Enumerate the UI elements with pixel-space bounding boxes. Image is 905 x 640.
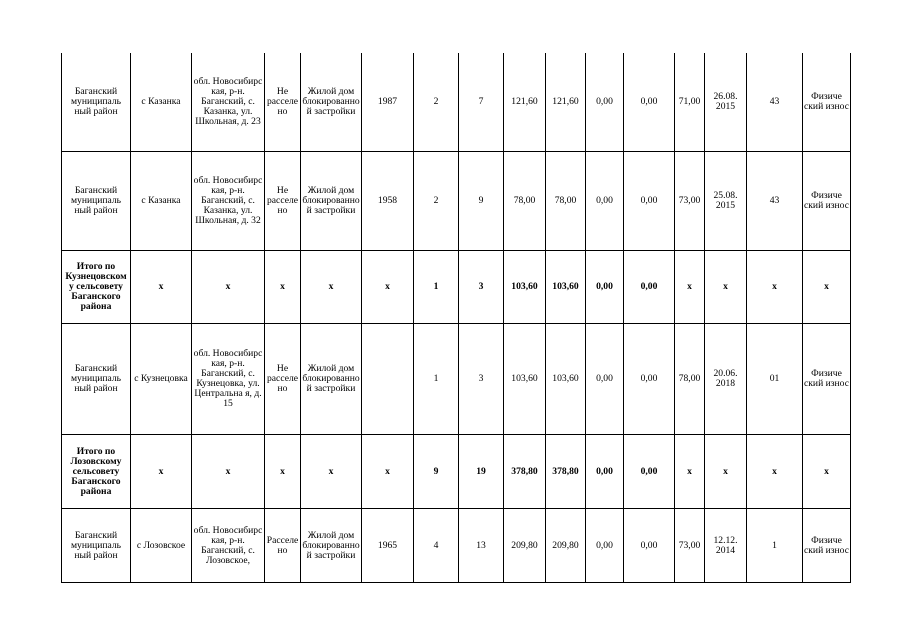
zero-2-cell: 0,00	[624, 152, 675, 251]
count-1-cell: 2	[414, 152, 459, 251]
settlement-cell: x	[131, 435, 192, 509]
resettle-status-cell: Не расселено	[265, 324, 301, 435]
table-total-row	[62, 435, 851, 509]
address-cell: обл. Новосибирс кая, р-н. Баганский, с. Казанка, ул. Школьная, д. 23	[192, 53, 265, 152]
wear-percent-cell: 73,00	[675, 152, 705, 251]
wear-percent-cell: 71,00	[675, 53, 705, 152]
zero-1-cell: 0,00	[586, 435, 624, 509]
zero-1-cell: 0,00	[586, 324, 624, 435]
year-cell	[362, 324, 414, 435]
district-cell: Итого по Кузнецовскому сельсовету Баганского района	[62, 251, 131, 324]
reason-cell: x	[803, 251, 851, 324]
year-cell: 1958	[362, 152, 414, 251]
area-total-cell: 78,00	[546, 152, 586, 251]
count-1-cell: 1	[414, 324, 459, 435]
table-row	[62, 324, 851, 435]
year-cell: x	[362, 251, 414, 324]
resettle-status-cell: Не расселено	[265, 53, 301, 152]
area-cell: 103,60	[504, 324, 546, 435]
area-total-cell: 209,80	[546, 509, 586, 583]
area-cell: 103,60	[504, 251, 546, 324]
wear-percent-cell: 73,00	[675, 509, 705, 583]
date-cell: x	[705, 435, 747, 509]
building-kind-cell: x	[301, 435, 362, 509]
zero-2-cell: 0,00	[624, 509, 675, 583]
district-cell: Баганский муниципаль ный район	[62, 53, 131, 152]
year-cell: 1987	[362, 53, 414, 152]
table-total-row	[62, 251, 851, 324]
number-cell: x	[747, 251, 803, 324]
zero-2-cell: 0,00	[624, 53, 675, 152]
reason-cell: Физиче ский износ	[803, 509, 851, 583]
reason-cell: Физиче ский износ	[803, 324, 851, 435]
zero-2-cell: 0,00	[624, 435, 675, 509]
year-cell: 1965	[362, 509, 414, 583]
resettle-status-cell: x	[265, 251, 301, 324]
wear-percent-cell: 78,00	[675, 324, 705, 435]
address-cell: обл. Новосибирс кая, р-н. Баганский, с. Казанка, ул. Школьная, д. 32	[192, 152, 265, 251]
number-cell: 43	[747, 53, 803, 152]
address-cell: x	[192, 251, 265, 324]
table-row	[62, 509, 851, 583]
housing-table	[61, 53, 851, 583]
building-kind-cell: Жилой дом блокированной застройки	[301, 152, 362, 251]
building-kind-cell: x	[301, 251, 362, 324]
zero-1-cell: 0,00	[586, 251, 624, 324]
count-1-cell: 4	[414, 509, 459, 583]
resettle-status-cell: Расселено	[265, 509, 301, 583]
building-kind-cell: Жилой дом блокированной застройки	[301, 324, 362, 435]
zero-1-cell: 0,00	[586, 152, 624, 251]
area-total-cell: 378,80	[546, 435, 586, 509]
district-cell: Баганский муниципаль ный район	[62, 324, 131, 435]
address-cell: обл. Новосибирс кая, р-н. Баганский, с. Кузнецовка, ул. Центральна я, д. 15	[192, 324, 265, 435]
number-cell: x	[747, 435, 803, 509]
date-cell: 20.06. 2018	[705, 324, 747, 435]
date-cell: x	[705, 251, 747, 324]
zero-1-cell: 0,00	[586, 509, 624, 583]
building-kind-cell: Жилой дом блокированной застройки	[301, 53, 362, 152]
year-cell: x	[362, 435, 414, 509]
count-2-cell: 13	[459, 509, 504, 583]
wear-percent-cell: x	[675, 251, 705, 324]
address-cell: обл. Новосибирс кая, р-н. Баганский, с. Лозовское,	[192, 509, 265, 583]
resettle-status-cell: Не расселено	[265, 152, 301, 251]
area-cell: 378,80	[504, 435, 546, 509]
date-cell: 25.08. 2015	[705, 152, 747, 251]
reason-cell: x	[803, 435, 851, 509]
area-total-cell: 121,60	[546, 53, 586, 152]
count-2-cell: 3	[459, 251, 504, 324]
district-cell: Баганский муниципаль ный район	[62, 509, 131, 583]
settlement-cell: с Кузнецовка	[131, 324, 192, 435]
count-2-cell: 9	[459, 152, 504, 251]
count-2-cell: 19	[459, 435, 504, 509]
count-2-cell: 7	[459, 53, 504, 152]
count-1-cell: 9	[414, 435, 459, 509]
area-total-cell: 103,60	[546, 251, 586, 324]
number-cell: 1	[747, 509, 803, 583]
area-cell: 78,00	[504, 152, 546, 251]
date-cell: 26.08. 2015	[705, 53, 747, 152]
address-cell: x	[192, 435, 265, 509]
district-cell: Баганский муниципаль ный район	[62, 152, 131, 251]
settlement-cell: с Казанка	[131, 152, 192, 251]
settlement-cell: с Лозовское	[131, 509, 192, 583]
building-kind-cell: Жилой дом блокированной застройки	[301, 509, 362, 583]
table-row	[62, 152, 851, 251]
number-cell: 43	[747, 152, 803, 251]
date-cell: 12.12. 2014	[705, 509, 747, 583]
wear-percent-cell: x	[675, 435, 705, 509]
settlement-cell: x	[131, 251, 192, 324]
reason-cell: Физиче ский износ	[803, 53, 851, 152]
zero-1-cell: 0,00	[586, 53, 624, 152]
zero-2-cell: 0,00	[624, 324, 675, 435]
count-1-cell: 1	[414, 251, 459, 324]
count-1-cell: 2	[414, 53, 459, 152]
area-cell: 209,80	[504, 509, 546, 583]
district-cell: Итого по Лозовскому сельсовету Баганского района	[62, 435, 131, 509]
table-row	[62, 53, 851, 152]
count-2-cell: 3	[459, 324, 504, 435]
area-cell: 121,60	[504, 53, 546, 152]
resettle-status-cell: x	[265, 435, 301, 509]
zero-2-cell: 0,00	[624, 251, 675, 324]
settlement-cell: с Казанка	[131, 53, 192, 152]
number-cell: 01	[747, 324, 803, 435]
reason-cell: Физиче ский износ	[803, 152, 851, 251]
area-total-cell: 103,60	[546, 324, 586, 435]
